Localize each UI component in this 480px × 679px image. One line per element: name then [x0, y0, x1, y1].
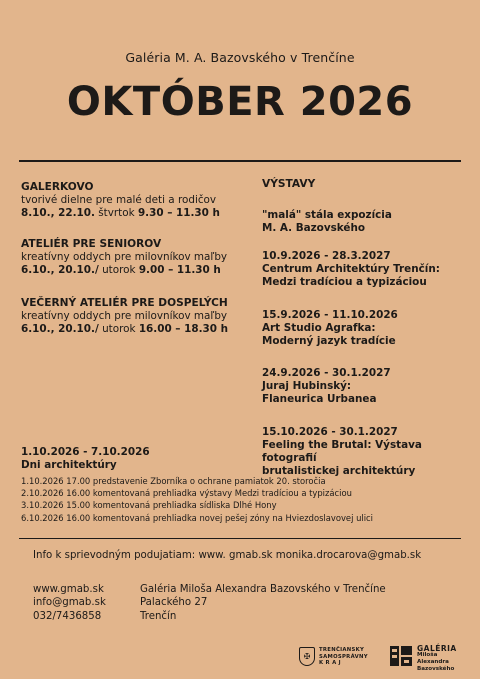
program-schedule [21, 207, 251, 220]
email-link[interactable]: info@gmab.sk [33, 597, 106, 609]
exhibition-item [262, 209, 472, 235]
gmab-logo [389, 644, 469, 670]
exhibition-item [262, 367, 472, 406]
exhibition-dates: 15.10.2026 - 30.1.2027 [262, 426, 398, 438]
architecture-days [21, 446, 441, 472]
divider-top [19, 160, 461, 162]
exhibitions-heading: VÝSTAVY [262, 178, 316, 190]
exhibition-line: "malá" stála expozícia [262, 209, 392, 221]
address-block [140, 583, 386, 623]
tsk-logo [299, 645, 374, 669]
address-street: Palackého 27 [140, 597, 208, 609]
program-dates: 8.10., 22.10. [21, 207, 95, 219]
program-dates: 6.10., 20.10./ [21, 264, 99, 276]
exhibition-line: Centrum Architektúry Trenčín: [262, 263, 440, 275]
exhibition-dates: 15.9.2026 - 11.10.2026 [262, 309, 398, 321]
architecture-days-dates: 1.10.2026 - 7.10.2026 [21, 446, 150, 458]
exhibition-line: brutalistickej architektúry [262, 465, 416, 477]
program-title: VEČERNÝ ATELIÉR PRE DOSPELÝCH [21, 297, 228, 309]
list-item: 1.10.2026 17.00 predstavenie Zborníka o ochrane pamiatok 20. storočia [21, 476, 326, 486]
program-day: štvrtok [94, 207, 138, 219]
contact-info [33, 583, 106, 623]
month-title: OKTÓBER 2026 [66, 79, 414, 125]
address-name: Galéria Miloša Alexandra Bazovského v Trenčíne [140, 584, 386, 595]
program-time: 16.00 – 18.30 h [138, 323, 228, 335]
list-item: 2.10.2026 16.00 komentovaná prehliadka výstavy Medzi tradíciou a typizáciou [21, 488, 352, 499]
program-galerkovo [21, 181, 251, 220]
program-dates: 6.10., 20.10./ [21, 323, 99, 335]
exhibition-line: Feeling the Brutal: Výstava fotografií [262, 439, 422, 464]
program-schedule [21, 323, 251, 336]
program-seniors [21, 238, 251, 277]
gallery-header: Galéria M. A. Bazovského v Trenčíne [125, 50, 355, 65]
program-title: GALERKOVO [21, 181, 94, 193]
tsk-logo-text: TRENČIANSKY SAMOSPRÁVNY K R A J [319, 647, 368, 666]
info-line: Info k sprievodným podujatiam: www. gmab.sk monika.drocarova@gmab.sk [33, 550, 422, 561]
program-time: 9.00 – 11.30 h [138, 264, 221, 276]
exhibition-item [262, 309, 472, 348]
exhibition-dates: 10.9.2026 - 28.3.2027 [262, 250, 391, 262]
crest-icon: ✠ [299, 647, 315, 666]
program-day: utorok [98, 323, 139, 335]
exhibition-line: Moderný jazyk tradície [262, 335, 396, 347]
program-evening [21, 297, 251, 336]
architecture-days-list [21, 475, 461, 524]
exhibition-line: Flaneurica Urbanea [262, 393, 377, 405]
exhibition-line: Juraj Hubinský: [262, 380, 352, 392]
exhibition-line: Art Studio Agrafka: [262, 322, 376, 334]
phone-number: 032/7436858 [33, 610, 102, 622]
gmab-mark-icon [389, 644, 413, 668]
divider-bottom [19, 538, 461, 539]
program-day: utorok [98, 264, 139, 276]
program-time: 9.30 – 11.30 h [137, 207, 220, 219]
exhibition-line: M. A. Bazovského [262, 222, 365, 234]
exhibition-line: Medzi tradíciou a typizáciou [262, 276, 427, 288]
architecture-days-title: Dni architektúry [21, 459, 117, 471]
gmab-logo-text: GALÉRIA Miloša Alexandra Bazovského [417, 644, 457, 672]
list-item: 3.10.2026 15.00 komentovaná prehliadka sídliska Dlhé Hony [21, 500, 277, 511]
list-item: 6.10.2026 16.00 komentovaná prehliadka novej pešej zóny na Hviezdoslavovej ulici [21, 512, 373, 523]
address-city: Trenčín [140, 610, 177, 622]
program-title: ATELIÉR PRE SENIOROV [21, 238, 162, 250]
website-link[interactable]: www.gmab.sk [33, 584, 104, 595]
program-schedule [21, 264, 251, 277]
program-description: kreatívny oddych pre milovníkov maľby [21, 310, 228, 322]
program-description: kreatívny oddych pre milovníkov maľby [21, 251, 228, 263]
exhibition-dates: 24.9.2026 - 30.1.2027 [262, 367, 391, 379]
exhibition-item [262, 250, 472, 289]
program-description: tvorivé dielne pre malé deti a rodičov [21, 194, 217, 206]
